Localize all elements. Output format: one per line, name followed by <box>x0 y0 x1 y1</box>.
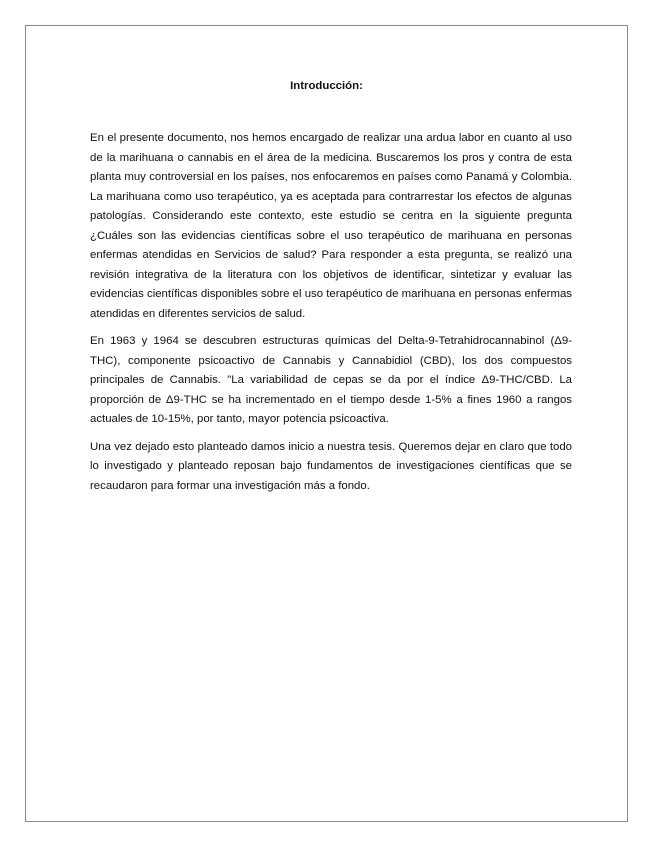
document-page <box>25 25 628 822</box>
page-title: Introducción: <box>290 80 363 92</box>
paragraph-introduction: En el presente documento, nos hemos encargado de realizar una ardua labor en cuanto al uso de la marihuana o cannabis en el área de la medicina. Buscaremos los pros y contra de esta planta muy controversial en los países, nos enfocaremos en países como Panamá y Colombia. La marihuana como uso terapéutico, ya es aceptada para contrarrestar los efectos de algunas patologías. Considerando este contexto, este estudio se centra en la siguiente pregunta ¿Cuáles son las evidencias científicas sobre el uso terapéutico de marihuana en personas enfermas atendidas en Servicios de salud? Para responder a esta pregunta, se realizó una revisión integrativa de la literatura con los objetivos de identificar, sintetizar y evaluar las evidencias científicas disponibles sobre el uso terapéutico de marihuana en personas enfermas atendidas en diferentes servicios de salud. <box>90 132 572 320</box>
paragraph-thesis: Una vez dejado esto planteado damos inicio a nuestra tesis. Queremos dejar en claro que todo lo investigado y planteado reposan bajo fundamentos de investigaciones científicas que se recaudaron para formar una investigación más a fondo. <box>90 440 572 492</box>
paragraph-history: En 1963 y 1964 se descubren estructuras químicas del Delta-9-Tetrahidrocannabinol (Δ9-THC), componente psicoactivo de Cannabis y Cannabidiol (CBD), los dos compuestos principales de Cannabis. "La variabilidad de cepas se da por el índice Δ9-THC/CBD. La proporción de Δ9-THC se ha incrementado en el tiempo desde 1-5% a fines 1960 a rangos actuales de 10-15%, por tanto, mayor potencia psicoactiva. <box>90 335 572 425</box>
body-text <box>90 129 572 504</box>
